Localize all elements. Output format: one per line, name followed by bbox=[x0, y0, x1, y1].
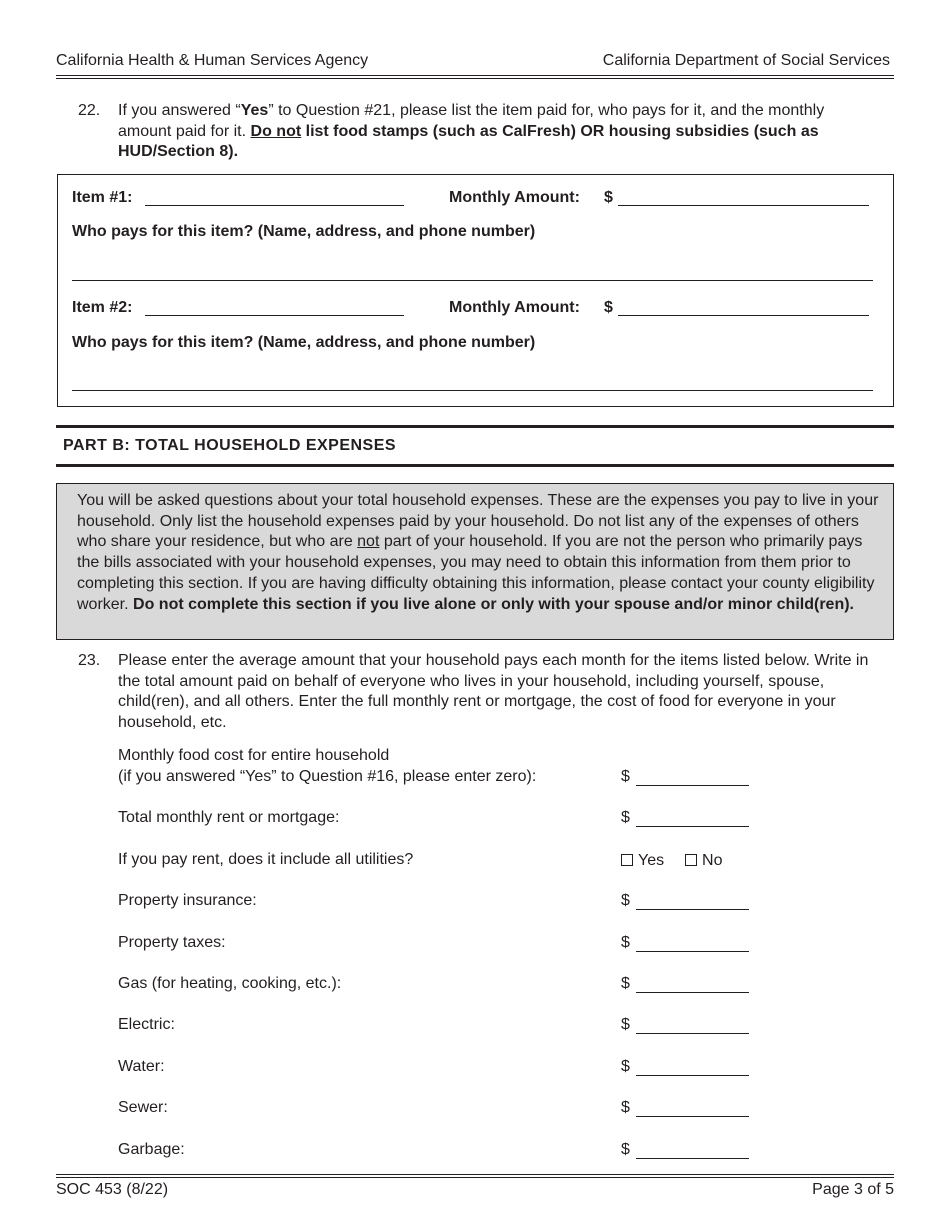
sewer-dollar: $ bbox=[621, 1099, 630, 1116]
insurance-dollar: $ bbox=[621, 892, 630, 909]
item2-field[interactable] bbox=[145, 315, 404, 316]
water-field[interactable] bbox=[636, 1075, 749, 1076]
part-b-instructions-text: You will be asked questions about your total household expenses. These are the expenses you pay to live in your household. Only list the household expenses paid by your household. Do not list any of the expenses of others who share your residence, but who are not part of your household. If you are not the person who primarily pays the bills associated with your household expenses, you may need to obtain this information from them prior to completing this section. If you are having difficulty obtaining this information, please contact your county eligibility worker. Do not complete this section if you live alone or only with your spouse and/or minor child(ren). bbox=[77, 492, 879, 613]
part-b-title: PART B: TOTAL HOUSEHOLD EXPENSES bbox=[63, 437, 397, 454]
taxes-label: Property taxes: bbox=[118, 934, 226, 951]
item2-monthly-amount-field[interactable] bbox=[618, 315, 869, 316]
item2-label: Item #2: bbox=[72, 299, 133, 316]
item1-dollar-sign: $ bbox=[604, 189, 613, 206]
rent-dollar: $ bbox=[621, 809, 630, 826]
electric-label: Electric: bbox=[118, 1016, 175, 1033]
header-rule-1 bbox=[56, 75, 894, 76]
footer-rule-2 bbox=[56, 1177, 894, 1178]
food-cost-label-line2: (if you answered “Yes” to Question #16, please enter zero): bbox=[118, 768, 537, 785]
part-b-heading bbox=[56, 425, 894, 467]
utilities-options bbox=[621, 852, 722, 870]
header-agency: California Health & Human Services Agency bbox=[56, 52, 369, 69]
question-22-number: 22. bbox=[78, 102, 101, 119]
item1-monthly-amount-field[interactable] bbox=[618, 205, 869, 206]
food-cost-dollar: $ bbox=[621, 768, 630, 785]
electric-dollar: $ bbox=[621, 1016, 630, 1033]
garbage-field[interactable] bbox=[636, 1158, 749, 1159]
form-number: SOC 453 (8/22) bbox=[56, 1181, 169, 1198]
food-cost-field[interactable] bbox=[636, 785, 749, 786]
water-dollar: $ bbox=[621, 1058, 630, 1075]
taxes-dollar: $ bbox=[621, 934, 630, 951]
garbage-label: Garbage: bbox=[118, 1141, 185, 1158]
item1-who-pays-label: Who pays for this item? (Name, address, and phone number) bbox=[72, 223, 536, 240]
header-department: California Department of Social Services bbox=[602, 52, 890, 69]
utilities-no-checkbox[interactable] bbox=[685, 854, 697, 866]
question-23-number: 23. bbox=[78, 652, 101, 669]
gas-label: Gas (for heating, cooking, etc.): bbox=[118, 975, 342, 992]
taxes-field[interactable] bbox=[636, 951, 749, 952]
electric-field[interactable] bbox=[636, 1033, 749, 1034]
footer-rule-1 bbox=[56, 1174, 894, 1175]
item2-who-pays-label: Who pays for this item? (Name, address, and phone number) bbox=[72, 334, 536, 351]
insurance-field[interactable] bbox=[636, 909, 749, 910]
question-23 bbox=[78, 651, 878, 733]
gas-dollar: $ bbox=[621, 975, 630, 992]
item2-monthly-label: Monthly Amount: bbox=[449, 299, 580, 316]
item1-who-pays-field[interactable] bbox=[72, 280, 873, 281]
items-box bbox=[57, 174, 894, 407]
utilities-yes-label: Yes bbox=[638, 852, 665, 869]
water-label: Water: bbox=[118, 1058, 165, 1075]
utilities-no-label: No bbox=[702, 852, 723, 869]
rent-field[interactable] bbox=[636, 826, 749, 827]
part-b-instructions bbox=[56, 483, 894, 640]
gas-field[interactable] bbox=[636, 992, 749, 993]
sewer-field[interactable] bbox=[636, 1116, 749, 1117]
item2-who-pays-field[interactable] bbox=[72, 390, 873, 391]
garbage-dollar: $ bbox=[621, 1141, 630, 1158]
food-cost-label-line1: Monthly food cost for entire household bbox=[118, 747, 390, 764]
item1-label: Item #1: bbox=[72, 189, 133, 206]
question-23-text: Please enter the average amount that your household pays each month for the items listed below. Write in the total amount paid on behalf of everyone who lives in your household, including yourself, spouse, child(ren), and all others. Enter the full monthly rent or mortgage, the cost of food for everyone in your household, etc. bbox=[118, 652, 869, 731]
insurance-label: Property insurance: bbox=[118, 892, 257, 909]
page-number: Page 3 of 5 bbox=[812, 1181, 894, 1198]
rent-label: Total monthly rent or mortgage: bbox=[118, 809, 340, 826]
header-rule-2 bbox=[56, 78, 894, 79]
utilities-question: If you pay rent, does it include all utilities? bbox=[118, 851, 414, 868]
item1-monthly-label: Monthly Amount: bbox=[449, 189, 580, 206]
item1-field[interactable] bbox=[145, 205, 404, 206]
item2-dollar-sign: $ bbox=[604, 299, 613, 316]
utilities-yes-checkbox[interactable] bbox=[621, 854, 633, 866]
sewer-label: Sewer: bbox=[118, 1099, 168, 1116]
question-22-text: If you answered “Yes” to Question #21, please list the item paid for, who pays for it, and the monthly amount paid for it. Do not list food stamps (such as CalFresh) OR housing subsidies (such as HUD/Section 8). bbox=[118, 102, 825, 160]
question-22 bbox=[78, 101, 878, 163]
